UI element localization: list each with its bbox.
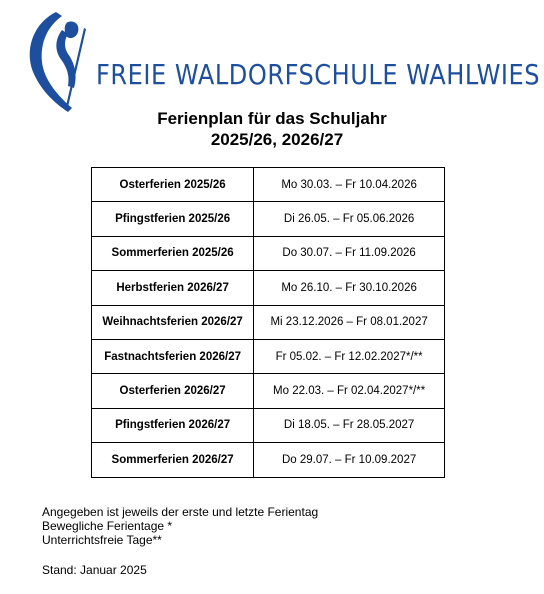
holiday-name-cell: Fastnachtsferien 2026/27 [92,339,254,373]
title-line-2: 2025/26, 2026/27 [210,130,344,149]
table-row [92,271,445,305]
holiday-dates-cell: Mo 26.10. – Fr 30.10.2026 [254,271,445,305]
holiday-name-cell: Pfingstferien 2025/26 [92,202,254,236]
holiday-name-cell: Osterferien 2025/26 [92,168,254,202]
holiday-dates-cell: Mo 30.03. – Fr 10.04.2026 [254,168,445,202]
table-row [92,374,445,408]
holiday-dates-cell: Mi 23.12.2026 – Fr 08.01.2027 [254,305,445,339]
holiday-name-cell: Osterferien 2026/27 [92,374,254,408]
footnote-movable-days: Bewegliche Ferientage * [42,519,173,533]
holiday-table [91,167,445,478]
document-date: Stand: Januar 2025 [42,563,147,577]
holiday-dates-cell: Do 30.07. – Fr 11.09.2026 [254,236,445,270]
holiday-name-cell: Herbstferien 2026/27 [92,271,254,305]
footnote-first-last-day: Angegeben ist jeweils der erste und letzte Ferientag [42,505,319,519]
table-row [92,443,445,477]
holiday-name-cell: Weihnachtsferien 2026/27 [92,305,254,339]
school-name: FREIE WALDORFSCHULE WAHLWIES [96,58,541,91]
footnote-no-school-days: Unterrichtsfreie Tage** [42,533,162,547]
school-logo-icon [22,8,88,116]
table-row [92,305,445,339]
holiday-dates-cell: Do 29.07. – Fr 10.09.2027 [254,443,445,477]
page-title [0,108,544,150]
footnotes [42,505,318,577]
table-row [92,339,445,373]
holiday-name-cell: Sommerferien 2026/27 [92,443,254,477]
holiday-name-cell: Sommerferien 2025/26 [92,236,254,270]
holiday-dates-cell: Di 18.05. – Fr 28.05.2027 [254,408,445,442]
holiday-dates-cell: Di 26.05. – Fr 05.06.2026 [254,202,445,236]
title-line-1: Ferienplan für das Schuljahr [157,109,387,128]
table-row [92,408,445,442]
holiday-dates-cell: Fr 05.02. – Fr 12.02.2027*/** [254,339,445,373]
table-row [92,202,445,236]
holiday-dates-cell: Mo 22.03. – Fr 02.04.2027*/** [254,374,445,408]
table-row [92,168,445,202]
logo-head-shape [65,21,79,38]
table-row [92,236,445,270]
holiday-name-cell: Pfingstferien 2026/27 [92,408,254,442]
